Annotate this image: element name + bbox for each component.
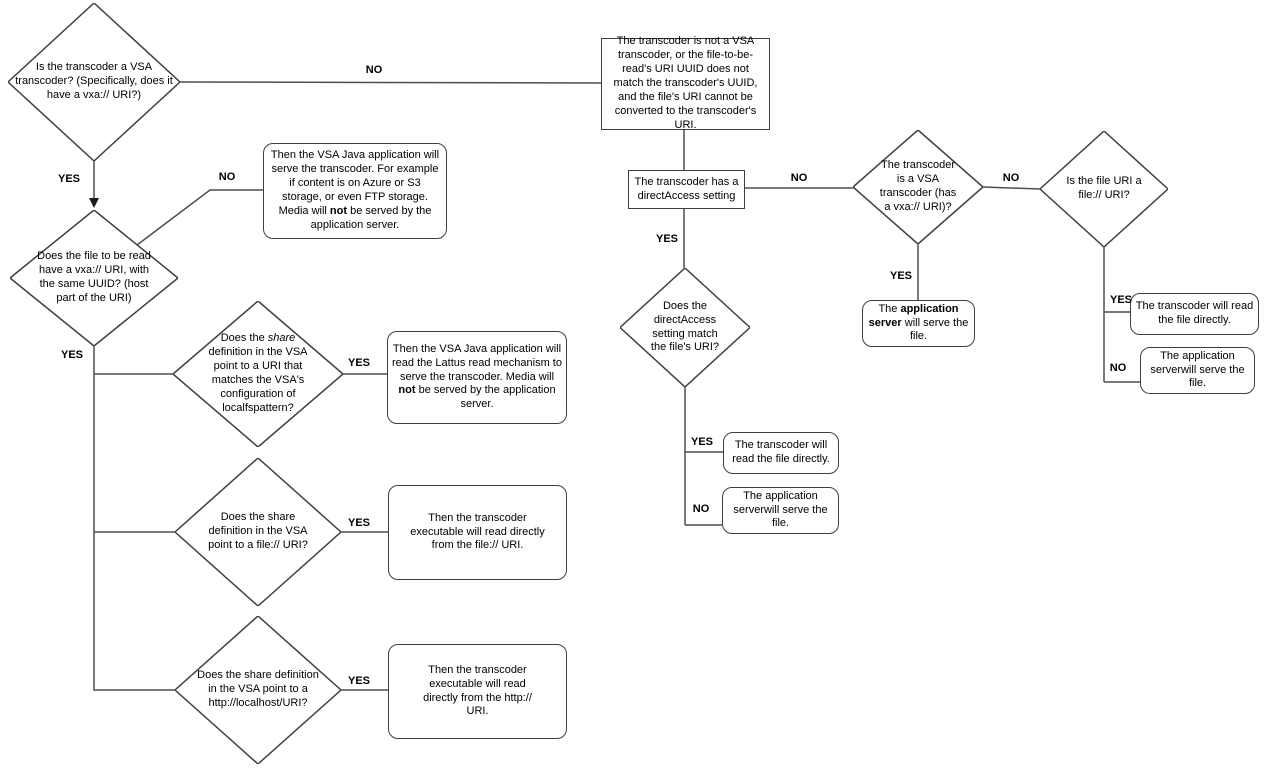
statement-not-vsa-transcoder [601, 35, 770, 131]
result-text: The application serverwill serve the file. [1150, 349, 1245, 390]
label-q4-yes: YES [347, 517, 370, 529]
result-lattus-read [387, 331, 567, 424]
label-q7-no: NO [1002, 172, 1020, 184]
connector-q1-no [180, 82, 601, 83]
decision-text: Does the share definition in the VSA point to a http://localhost/URI? [197, 669, 319, 709]
result-app-server-serves-right [1140, 347, 1255, 394]
label-q6-no: NO [692, 503, 710, 515]
result-text: The transcoder will read the file directly. [1135, 300, 1254, 326]
decision-text: Is the file URI a file:// URI? [1066, 175, 1142, 201]
result-text: Then the VSA Java application will read the Lattus read mechanism to serve the transcoder. Media will not be served by the application server. [392, 342, 562, 411]
decision-file-vxa-same-uuid [10, 210, 178, 346]
arrowhead-q1-yes [89, 198, 99, 208]
label-q8-no: NO [1109, 362, 1127, 374]
result-text: Then the transcoder executable will read directly from the http:// URI. [423, 663, 532, 718]
result-text: The transcoder will read the file directly. [732, 439, 830, 465]
result-text: The application server will serve the file. [868, 302, 969, 343]
decision-share-file-uri [175, 458, 341, 606]
label-q1-no: NO [365, 64, 383, 76]
decision-directaccess-match [620, 268, 750, 387]
label-q2-yes: YES [60, 349, 83, 361]
decision-file-uri-is-file [1040, 131, 1168, 247]
result-read-file-uri [388, 485, 567, 580]
result-read-http-uri [388, 644, 567, 739]
result-text: Then the VSA Java application will serve the transcoder. For example if content is on Azure or S3 storage, or even FTP storage. Media will not be served by the application server. [270, 149, 440, 231]
label-q1-yes: YES [57, 173, 80, 185]
label-q2-no: NO [218, 171, 236, 183]
decision-is-transcoder-vsa [8, 3, 180, 161]
statement-directaccess-setting [628, 170, 745, 209]
label-q6-yes: YES [690, 436, 713, 448]
decision-transcoder-vsa-right [853, 130, 983, 244]
connector-q7-no [983, 187, 1040, 189]
label-q7-yes: YES [889, 270, 912, 282]
result-vsa-java-serves [263, 143, 447, 239]
label-q5-yes: YES [347, 675, 370, 687]
decision-text: The transcoder is a VSA transcoder (has a vxa:// URI)? [879, 159, 957, 213]
label-directaccess-yes: YES [655, 233, 678, 245]
result-text: The application serverwill serve the file. [733, 489, 828, 530]
decision-text: Is the transcoder a VSA transcoder? (Specifically, does it have a vxa:// URI?) [15, 61, 173, 101]
result-transcoder-reads-directly-mid [723, 432, 839, 474]
result-text: Then the transcoder executable will read directly from the file:// URI. [410, 511, 545, 552]
decision-text: Does the directAccess setting match the file's URI? [650, 299, 720, 354]
decision-text: Does the file to be read have a vxa:// URI, with the same UUID? (host part of the URI) [37, 250, 151, 304]
result-app-server-serves-mid [722, 487, 839, 534]
label-q8-yes: YES [1109, 294, 1132, 306]
statement-text: The transcoder is not a VSA transcoder, or the file-to-be-read's URI UUID does not match the transcoder's UUID, and the file's URI cannot be converted to the transcoder's URI. [613, 35, 758, 131]
decision-share-http-localhost [175, 616, 341, 764]
decision-share-localfspattern [173, 301, 343, 447]
result-transcoder-reads-directly-right [1130, 293, 1259, 335]
statement-text: The transcoder has a directAccess setting [634, 175, 739, 202]
result-app-server-serves-q7 [862, 300, 975, 347]
connector-q2-yes-trunk [94, 346, 175, 690]
label-q3-yes: YES [347, 357, 370, 369]
label-directaccess-no: NO [790, 172, 808, 184]
decision-text: Does the share definition in the VSA point to a URI that matches the VSA's configuration of localfspattern? [208, 332, 308, 414]
decision-text: Does the share definition in the VSA point to a file:// URI? [208, 511, 308, 551]
